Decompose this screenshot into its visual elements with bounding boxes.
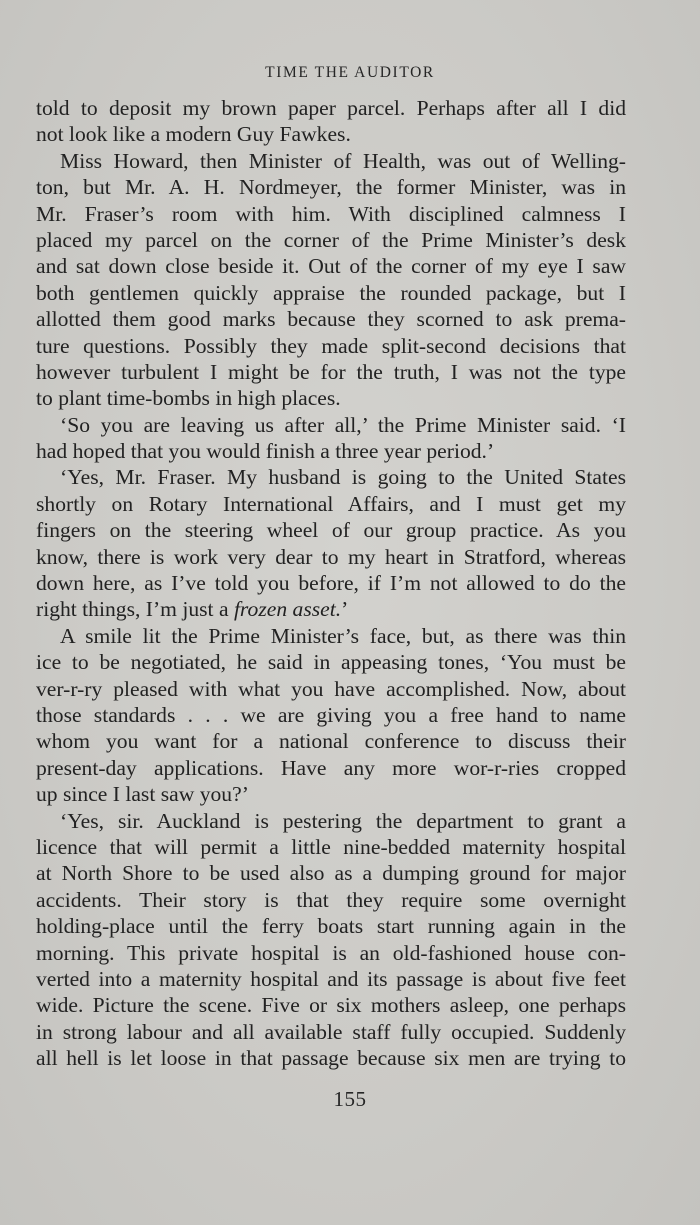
text-line — [36, 992, 626, 1018]
text-line — [36, 1019, 626, 1045]
text-line — [36, 860, 626, 886]
text-line — [36, 887, 626, 913]
text-line — [36, 464, 626, 490]
text-line — [36, 1045, 626, 1071]
text-line — [36, 95, 626, 121]
running-head: TIME THE AUDITOR — [265, 64, 435, 81]
text-line-content: ice to be negotiated, he said in appeasing tones, ‘You must be — [36, 650, 626, 675]
text-line — [36, 491, 626, 517]
text-line — [36, 306, 626, 332]
text-line — [36, 728, 626, 754]
text-line — [36, 148, 626, 174]
text-line-content: at North Shore to be used also as a dumping ground for major — [36, 861, 626, 886]
text-line — [36, 412, 626, 438]
text-line — [36, 940, 626, 966]
text-line-content: ‘Yes, Mr. Fraser. My husband is going to the United States — [60, 465, 626, 490]
text-line — [36, 544, 626, 570]
text-line-content: verted into a maternity hospital and its passage is about five feet — [36, 966, 626, 991]
text-line-content: all hell is let loose in that passage because six men are trying to — [36, 1046, 626, 1071]
text-line-content: to plant time-bombs in high places. — [36, 386, 341, 411]
text-line — [36, 121, 626, 147]
page-number: 155 — [333, 1087, 367, 1111]
text-line-content: both gentlemen quickly appraise the rounded package, but I — [36, 280, 626, 305]
text-line — [36, 174, 626, 200]
closing-quote: ’ — [341, 597, 349, 622]
text-line — [36, 517, 626, 543]
text-line-content: up since I last saw you?’ — [36, 782, 249, 807]
text-line-content: told to deposit my brown paper parcel. Perhaps after all I did — [36, 96, 626, 120]
text-line — [36, 253, 626, 279]
text-line-content: ton, but Mr. A. H. Nordmeyer, the former Minister, was in — [36, 175, 626, 200]
text-line-content: placed my parcel on the corner of the Prime Minister’s desk — [36, 227, 626, 252]
text-line-content: shortly on Rotary International Affairs, and I must get my — [36, 491, 626, 516]
text-line-content: however turbulent I might be for the truth, I was not the type — [36, 359, 626, 384]
text-line — [36, 702, 626, 728]
text-line — [36, 570, 626, 596]
text-line — [36, 755, 626, 781]
text-line — [36, 676, 626, 702]
text-line-content: holding-place until the ferry boats start running again in the — [36, 914, 626, 939]
text-line-content: Mr. Fraser’s room with him. With disciplined calmness I — [36, 201, 626, 226]
text-line — [36, 333, 626, 359]
text-line — [36, 438, 626, 464]
text-line-content: wide. Picture the scene. Five or six mothers asleep, one perhaps — [36, 993, 626, 1018]
body-text — [36, 95, 626, 1071]
text-line — [36, 201, 626, 227]
text-line — [36, 385, 626, 411]
text-line — [36, 227, 626, 253]
text-line-content: fingers on the steering wheel of our group practice. As you — [36, 518, 626, 543]
text-line-content: A smile lit the Prime Minister’s face, but, as there was thin — [60, 623, 626, 648]
text-line-content: not look like a modern Guy Fawkes. — [36, 122, 351, 147]
italic-phrase: frozen asset. — [233, 597, 342, 622]
text-line — [36, 808, 626, 834]
text-line — [36, 966, 626, 992]
text-line-content: in strong labour and all available staff fully occupied. Suddenly — [36, 1019, 626, 1044]
text-line — [36, 834, 626, 860]
text-line-content: Miss Howard, then Minister of Health, was out of Welling- — [60, 148, 626, 173]
text-line-content: right things, I’m just a — [36, 597, 234, 622]
text-line-content: had hoped that you would finish a three year period.’ — [36, 439, 495, 464]
text-line-content: ture questions. Possibly they made split-second decisions that — [36, 333, 626, 358]
text-line — [36, 649, 626, 675]
text-line-content: allotted them good marks because they scorned to ask prema- — [36, 307, 626, 332]
text-line — [36, 781, 626, 807]
text-line-content: ver-r-ry pleased with what you have accomplished. Now, about — [36, 676, 626, 701]
text-line-content: accidents. Their story is that they require some overnight — [36, 887, 626, 912]
text-line — [36, 280, 626, 306]
text-line-content: know, there is work very dear to my heart in Stratford, whereas — [36, 544, 626, 569]
text-line-content: morning. This private hospital is an old-fashioned house con- — [36, 940, 626, 965]
text-line-content: whom you want for a national conference to discuss their — [36, 729, 626, 754]
text-line-content: present-day applications. Have any more wor-r-ries cropped — [36, 755, 626, 780]
text-line-content: and sat down close beside it. Out of the corner of my eye I saw — [36, 254, 626, 279]
text-line — [36, 623, 626, 649]
text-line — [36, 359, 626, 385]
text-line-content: ‘Yes, sir. Auckland is pestering the department to grant a — [60, 808, 626, 833]
text-line — [36, 913, 626, 939]
text-line-content: ‘So you are leaving us after all,’ the Prime Minister said. ‘I — [60, 412, 626, 437]
text-line-content: down here, as I’ve told you before, if I’m not allowed to do the — [36, 571, 626, 596]
text-line-content: those standards . . . we are giving you a free hand to name — [36, 702, 626, 727]
text-line-content: licence that will permit a little nine-bedded maternity hospital — [36, 834, 626, 859]
text-line — [36, 596, 626, 622]
